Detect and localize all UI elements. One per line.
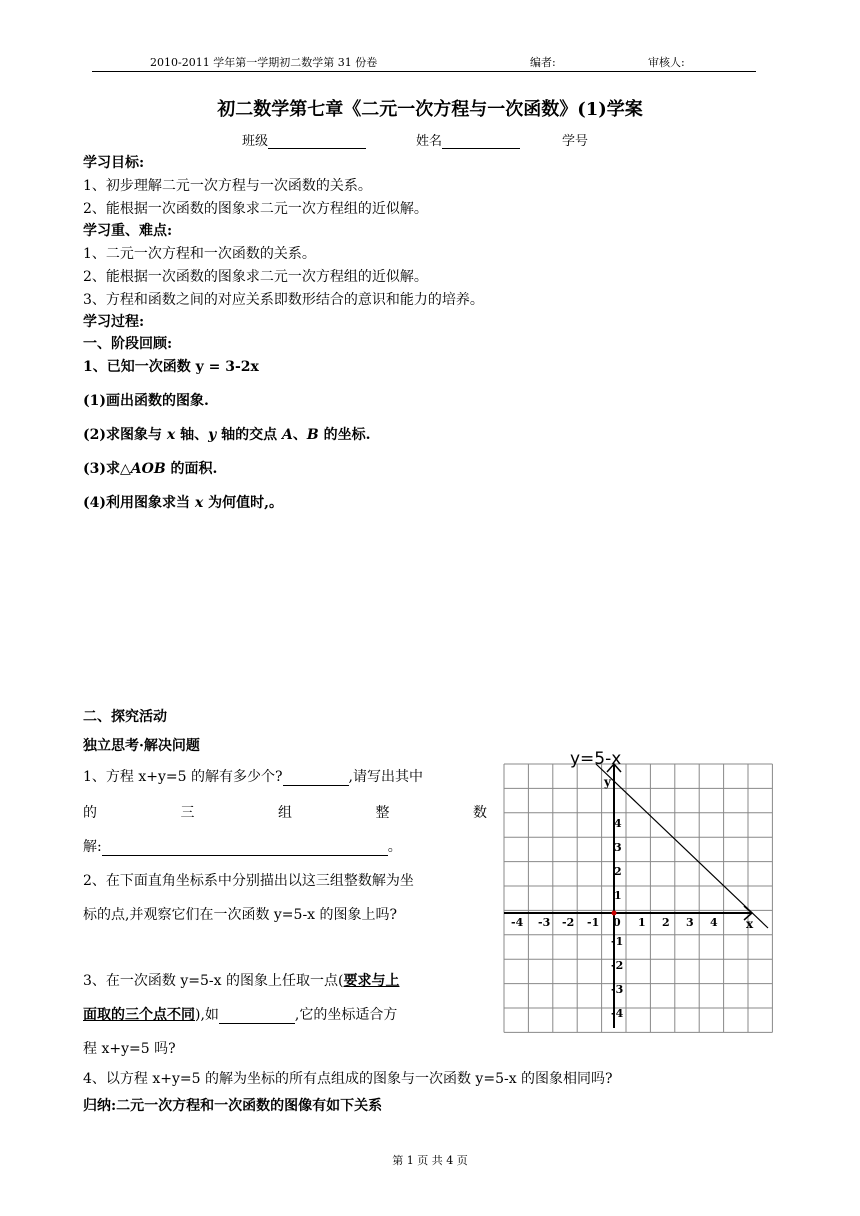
point-b: B [306, 427, 319, 443]
review-question-1: 1、已知一次函数 y = 3-2x [83, 359, 259, 375]
y-tick-label: -2 [611, 959, 624, 972]
key-point-item: 3、方程和函数之间的对应关系即数形结合的意识和能力的培养。 [83, 292, 484, 308]
y-axis-label: y [604, 775, 611, 789]
y-tick-label: 1 [614, 889, 622, 902]
text-span: 1、方程 x+y=5 的解有多少个? [83, 769, 283, 785]
answer-blank[interactable] [283, 771, 349, 786]
x-tick-label: 1 [638, 916, 646, 929]
goal-item: 2、能根据一次函数的图象求二元一次方程组的近似解。 [83, 201, 428, 217]
var-y: y [208, 427, 217, 443]
explore-q1-line2 [83, 802, 487, 822]
origin-dot [612, 911, 617, 916]
text-span: 。 [387, 839, 402, 855]
x-tick-label: -1 [587, 916, 600, 929]
text-span: ,它的坐标适合方 [294, 1007, 398, 1023]
text-span: 为何值时,。 [203, 495, 283, 511]
text-span: ),如 [195, 1007, 219, 1023]
point-a: A [282, 427, 293, 443]
explore-q3-line1 [83, 970, 399, 990]
review-q1-part3 [83, 458, 217, 478]
text-span: (3)求△ [83, 461, 131, 477]
y-tick-label: -1 [611, 935, 624, 948]
text-span: 的坐标. [318, 427, 371, 443]
class-blank[interactable] [268, 134, 366, 149]
text-span: 三 [180, 805, 195, 821]
class-label: 班级 [242, 134, 269, 149]
answer-blank[interactable] [102, 841, 388, 856]
doc-info: 2010-2011 学年第一学期初二数学第 31 份卷 [150, 56, 378, 69]
goals-heading: 学习目标: [83, 155, 145, 171]
review-q1-part2 [83, 424, 370, 444]
text-span: (4)利用图象求当 [83, 495, 195, 511]
key-point-item: 1、二元一次方程和一次函数的关系。 [83, 246, 316, 262]
coordinate-grid [490, 750, 780, 1040]
process-heading: 学习过程: [83, 314, 145, 330]
text-span: (2)求图象与 [83, 427, 167, 443]
y-tick-label: 4 [614, 817, 622, 830]
explore-q3-line3: 程 x+y=5 吗? [83, 1041, 176, 1057]
text-span: 整 [375, 805, 390, 821]
review-heading: 一、阶段回顾: [83, 336, 173, 352]
text-span: 的面积. [165, 461, 218, 477]
summary: 归纳:二元一次方程和一次函数的图像有如下关系 [83, 1098, 383, 1114]
text-span: 数 [473, 805, 487, 821]
reviewer-label: 审核人: [648, 56, 685, 69]
explore-q1 [83, 766, 423, 786]
number-label: 学号 [562, 134, 589, 149]
grid-svg [490, 750, 780, 1040]
name-blank[interactable] [442, 134, 520, 149]
y-tick-label: -4 [611, 1007, 624, 1020]
explore-q1-line3 [83, 836, 402, 856]
text-span: 组 [278, 805, 292, 821]
origin-label: 0 [613, 916, 621, 929]
y-tick-label: -3 [611, 983, 624, 996]
explore-q3-line2 [83, 1004, 397, 1024]
var-x: x [166, 427, 176, 443]
x-tick-label: 3 [686, 916, 694, 929]
page-title: 初二数学第七章《二元一次方程与一次函数》(1)学案 [217, 99, 643, 120]
class-field [242, 130, 366, 149]
x-tick-label: -2 [562, 916, 575, 929]
explore-q4: 4、以方程 x+y=5 的解为坐标的所有点组成的图象与一次函数 y=5-x 的图象相同吗? [83, 1071, 613, 1087]
text-span: ,请写出其中 [348, 769, 423, 785]
explore-heading: 二、探究活动 [83, 709, 167, 725]
header-rule [92, 71, 756, 72]
goal-item: 1、初步理解二元一次方程与一次函数的关系。 [83, 178, 372, 194]
text-span: 3、在一次函数 y=5-x 的图象上任取一点( [83, 973, 344, 989]
x-tick-label: -3 [538, 916, 551, 929]
emphasis: 要求与上 [343, 973, 400, 989]
text-span: 轴、 [175, 427, 209, 443]
explore-subheading: 独立思考·解决问题 [83, 738, 200, 754]
var-x: x [194, 495, 204, 511]
x-tick-label: 2 [662, 916, 670, 929]
text-span: 、 [292, 427, 307, 443]
emphasis: 面取的三个点不同 [83, 1007, 195, 1023]
name-label: 姓名 [416, 134, 443, 149]
text-span: 轴的交点 [216, 427, 282, 443]
x-tick-label: 4 [710, 916, 718, 929]
answer-blank[interactable] [219, 1009, 295, 1024]
x-axis-label: x [746, 917, 754, 931]
triangle-aob: AOB [130, 461, 166, 477]
line-label: y=5-x [570, 750, 622, 769]
text-span: 解: [83, 839, 102, 855]
y-tick-label: 3 [614, 841, 622, 854]
text-span: 的 [83, 805, 97, 821]
review-q1-part1: (1)画出函数的图象. [83, 393, 209, 409]
name-field [416, 130, 520, 149]
review-q1-part4 [83, 492, 283, 512]
y-tick-label: 2 [614, 865, 622, 878]
editor-label: 编者: [530, 56, 556, 69]
page-footer: 第 1 页 共 4 页 [392, 1154, 468, 1167]
explore-q2-line2: 标的点,并观察它们在一次函数 y=5-x 的图象上吗? [83, 907, 398, 923]
key-point-item: 2、能根据一次函数的图象求二元一次方程组的近似解。 [83, 269, 428, 285]
explore-q2-line1: 2、在下面直角坐标系中分别描出以这三组整数解为坐 [83, 873, 414, 889]
x-tick-label: -4 [511, 916, 524, 929]
key-points-heading: 学习重、难点: [83, 223, 173, 239]
